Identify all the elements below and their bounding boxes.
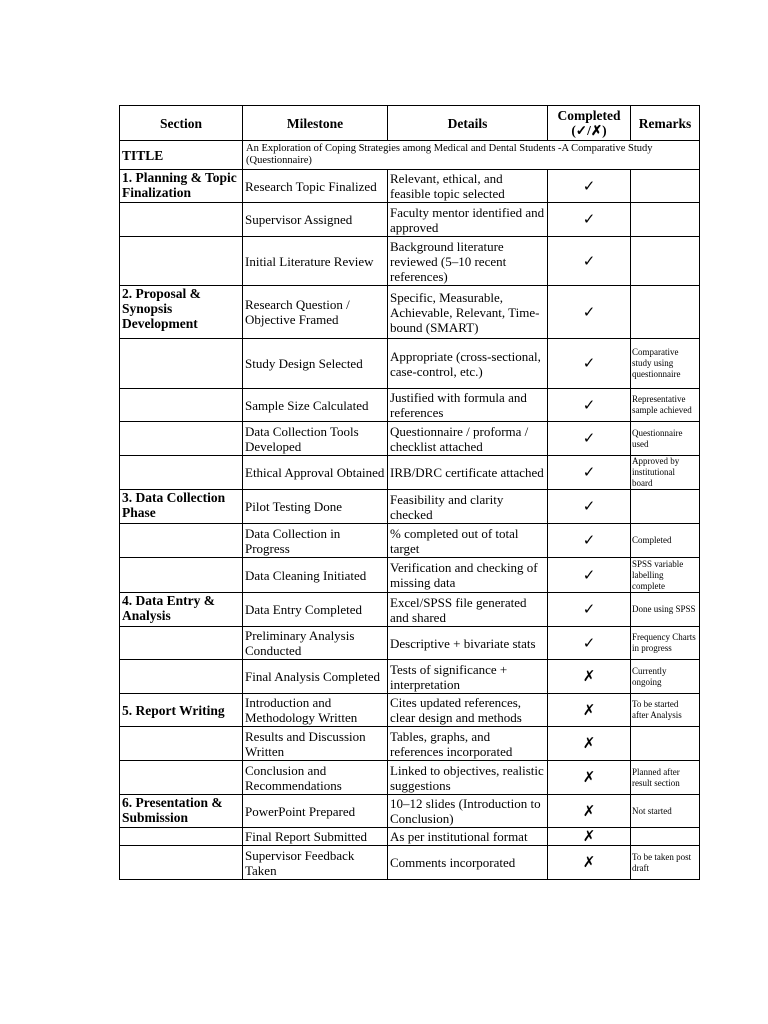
details-cell: % completed out of total target xyxy=(388,524,548,558)
milestone-cell: Sample Size Calculated xyxy=(243,389,388,422)
milestone-cell: Research Topic Finalized xyxy=(243,170,388,203)
section-cell: 2. Proposal & Synopsis Development xyxy=(120,286,243,339)
table-row xyxy=(120,627,700,660)
section-cell: 5. Report Writing xyxy=(120,694,243,727)
details-cell: Background literature reviewed (5–10 recent references) xyxy=(388,237,548,286)
header-remarks: Remarks xyxy=(631,106,700,141)
section-cell xyxy=(120,389,243,422)
status-cell: ✗ xyxy=(548,727,631,761)
table-row xyxy=(120,524,700,558)
section-cell xyxy=(120,237,243,286)
details-cell: Specific, Measurable, Achievable, Relevant, Time-bound (SMART) xyxy=(388,286,548,339)
status-cell: ✗ xyxy=(548,795,631,828)
details-cell: Verification and checking of missing data xyxy=(388,558,548,593)
header-section: Section xyxy=(120,106,243,141)
milestone-cell: Preliminary Analysis Conducted xyxy=(243,627,388,660)
details-cell: Tables, graphs, and references incorporated xyxy=(388,727,548,761)
remarks-cell: Representative sample achieved xyxy=(631,389,700,422)
status-cell: ✓ xyxy=(548,558,631,593)
table-row xyxy=(120,286,700,339)
section-cell xyxy=(120,558,243,593)
table-row xyxy=(120,339,700,389)
remarks-cell: Approved by institutional board xyxy=(631,456,700,490)
status-cell: ✓ xyxy=(548,203,631,237)
status-cell: ✓ xyxy=(548,237,631,286)
remarks-cell xyxy=(631,828,700,846)
details-cell: Descriptive + bivariate stats xyxy=(388,627,548,660)
section-cell xyxy=(120,627,243,660)
remarks-cell xyxy=(631,203,700,237)
table-row xyxy=(120,558,700,593)
details-cell: Excel/SPSS file generated and shared xyxy=(388,593,548,627)
remarks-cell: Currently ongoing xyxy=(631,660,700,694)
status-cell: ✓ xyxy=(548,339,631,389)
remarks-cell: Questionnaire used xyxy=(631,422,700,456)
header-milestone: Milestone xyxy=(243,106,388,141)
milestone-cell: Supervisor Feedback Taken xyxy=(243,846,388,880)
status-cell: ✓ xyxy=(548,170,631,203)
status-cell: ✓ xyxy=(548,422,631,456)
details-cell: Cites updated references, clear design and methods xyxy=(388,694,548,727)
details-cell: IRB/DRC certificate attached xyxy=(388,456,548,490)
status-cell: ✗ xyxy=(548,846,631,880)
section-cell xyxy=(120,660,243,694)
milestone-cell: Conclusion and Recommendations xyxy=(243,761,388,795)
table-row xyxy=(120,694,700,727)
milestone-table xyxy=(119,105,700,880)
table-row xyxy=(120,660,700,694)
details-cell: Tests of significance + interpretation xyxy=(388,660,548,694)
remarks-cell: To be taken post draft xyxy=(631,846,700,880)
details-cell: Justified with formula and references xyxy=(388,389,548,422)
details-cell: 10–12 slides (Introduction to Conclusion) xyxy=(388,795,548,828)
milestone-cell: Final Analysis Completed xyxy=(243,660,388,694)
table-row xyxy=(120,846,700,880)
milestone-cell: Pilot Testing Done xyxy=(243,490,388,524)
section-cell xyxy=(120,524,243,558)
status-cell: ✓ xyxy=(548,593,631,627)
table-row xyxy=(120,203,700,237)
status-cell: ✓ xyxy=(548,627,631,660)
milestone-cell: Supervisor Assigned xyxy=(243,203,388,237)
header-details: Details xyxy=(388,106,548,141)
details-cell: Relevant, ethical, and feasible topic selected xyxy=(388,170,548,203)
remarks-cell: SPSS variable labelling complete xyxy=(631,558,700,593)
milestone-cell: Ethical Approval Obtained xyxy=(243,456,388,490)
table-row xyxy=(120,727,700,761)
table-row xyxy=(120,593,700,627)
details-cell: Feasibility and clarity checked xyxy=(388,490,548,524)
milestone-cell: Research Question / Objective Framed xyxy=(243,286,388,339)
header-row xyxy=(120,106,700,141)
status-cell: ✓ xyxy=(548,490,631,524)
section-cell: 4. Data Entry & Analysis xyxy=(120,593,243,627)
details-cell: Faculty mentor identified and approved xyxy=(388,203,548,237)
status-cell: ✗ xyxy=(548,828,631,846)
table-row xyxy=(120,795,700,828)
table-row xyxy=(120,170,700,203)
milestone-cell: Initial Literature Review xyxy=(243,237,388,286)
section-cell xyxy=(120,422,243,456)
table-row xyxy=(120,828,700,846)
status-cell: ✓ xyxy=(548,286,631,339)
table-row xyxy=(120,490,700,524)
milestone-cell: Final Report Submitted xyxy=(243,828,388,846)
table-row xyxy=(120,389,700,422)
milestone-cell: Data Collection in Progress xyxy=(243,524,388,558)
section-cell xyxy=(120,339,243,389)
milestone-cell: Data Entry Completed xyxy=(243,593,388,627)
status-cell: ✓ xyxy=(548,389,631,422)
header-completed: Completed (✓/✗) xyxy=(548,106,631,141)
remarks-cell: Not started xyxy=(631,795,700,828)
status-cell: ✓ xyxy=(548,524,631,558)
status-cell: ✗ xyxy=(548,761,631,795)
table-row xyxy=(120,237,700,286)
details-cell: As per institutional format xyxy=(388,828,548,846)
details-cell: Appropriate (cross-sectional, case-control, etc.) xyxy=(388,339,548,389)
remarks-cell: To be started after Analysis xyxy=(631,694,700,727)
milestone-cell: Data Collection Tools Developed xyxy=(243,422,388,456)
table-row xyxy=(120,456,700,490)
status-cell: ✗ xyxy=(548,660,631,694)
remarks-cell: Done using SPSS xyxy=(631,593,700,627)
section-cell: 3. Data Collection Phase xyxy=(120,490,243,524)
section-cell xyxy=(120,828,243,846)
details-cell: Linked to objectives, realistic suggestions xyxy=(388,761,548,795)
remarks-cell: Planned after result section xyxy=(631,761,700,795)
milestone-cell: PowerPoint Prepared xyxy=(243,795,388,828)
section-cell: 1. Planning & Topic Finalization xyxy=(120,170,243,203)
milestone-cell: Data Cleaning Initiated xyxy=(243,558,388,593)
section-cell xyxy=(120,761,243,795)
section-cell: 6. Presentation & Submission xyxy=(120,795,243,828)
remarks-cell: Frequency Charts in progress xyxy=(631,627,700,660)
title-label: TITLE xyxy=(120,141,243,170)
details-cell: Questionnaire / proforma / checklist attached xyxy=(388,422,548,456)
table-row xyxy=(120,761,700,795)
details-cell: Comments incorporated xyxy=(388,846,548,880)
status-cell: ✓ xyxy=(548,456,631,490)
remarks-cell xyxy=(631,286,700,339)
section-cell xyxy=(120,846,243,880)
section-cell xyxy=(120,203,243,237)
remarks-cell xyxy=(631,237,700,286)
remarks-cell: Completed xyxy=(631,524,700,558)
section-cell xyxy=(120,727,243,761)
title-row xyxy=(120,141,700,170)
remarks-cell xyxy=(631,727,700,761)
remarks-cell: Comparative study using questionnaire xyxy=(631,339,700,389)
title-text: An Exploration of Coping Strategies among Medical and Dental Students -A Comparative Study (Questionnaire) xyxy=(243,141,700,170)
milestone-cell: Study Design Selected xyxy=(243,339,388,389)
remarks-cell xyxy=(631,490,700,524)
section-cell xyxy=(120,456,243,490)
milestone-cell: Results and Discussion Written xyxy=(243,727,388,761)
table-row xyxy=(120,422,700,456)
status-cell: ✗ xyxy=(548,694,631,727)
milestone-cell: Introduction and Methodology Written xyxy=(243,694,388,727)
remarks-cell xyxy=(631,170,700,203)
